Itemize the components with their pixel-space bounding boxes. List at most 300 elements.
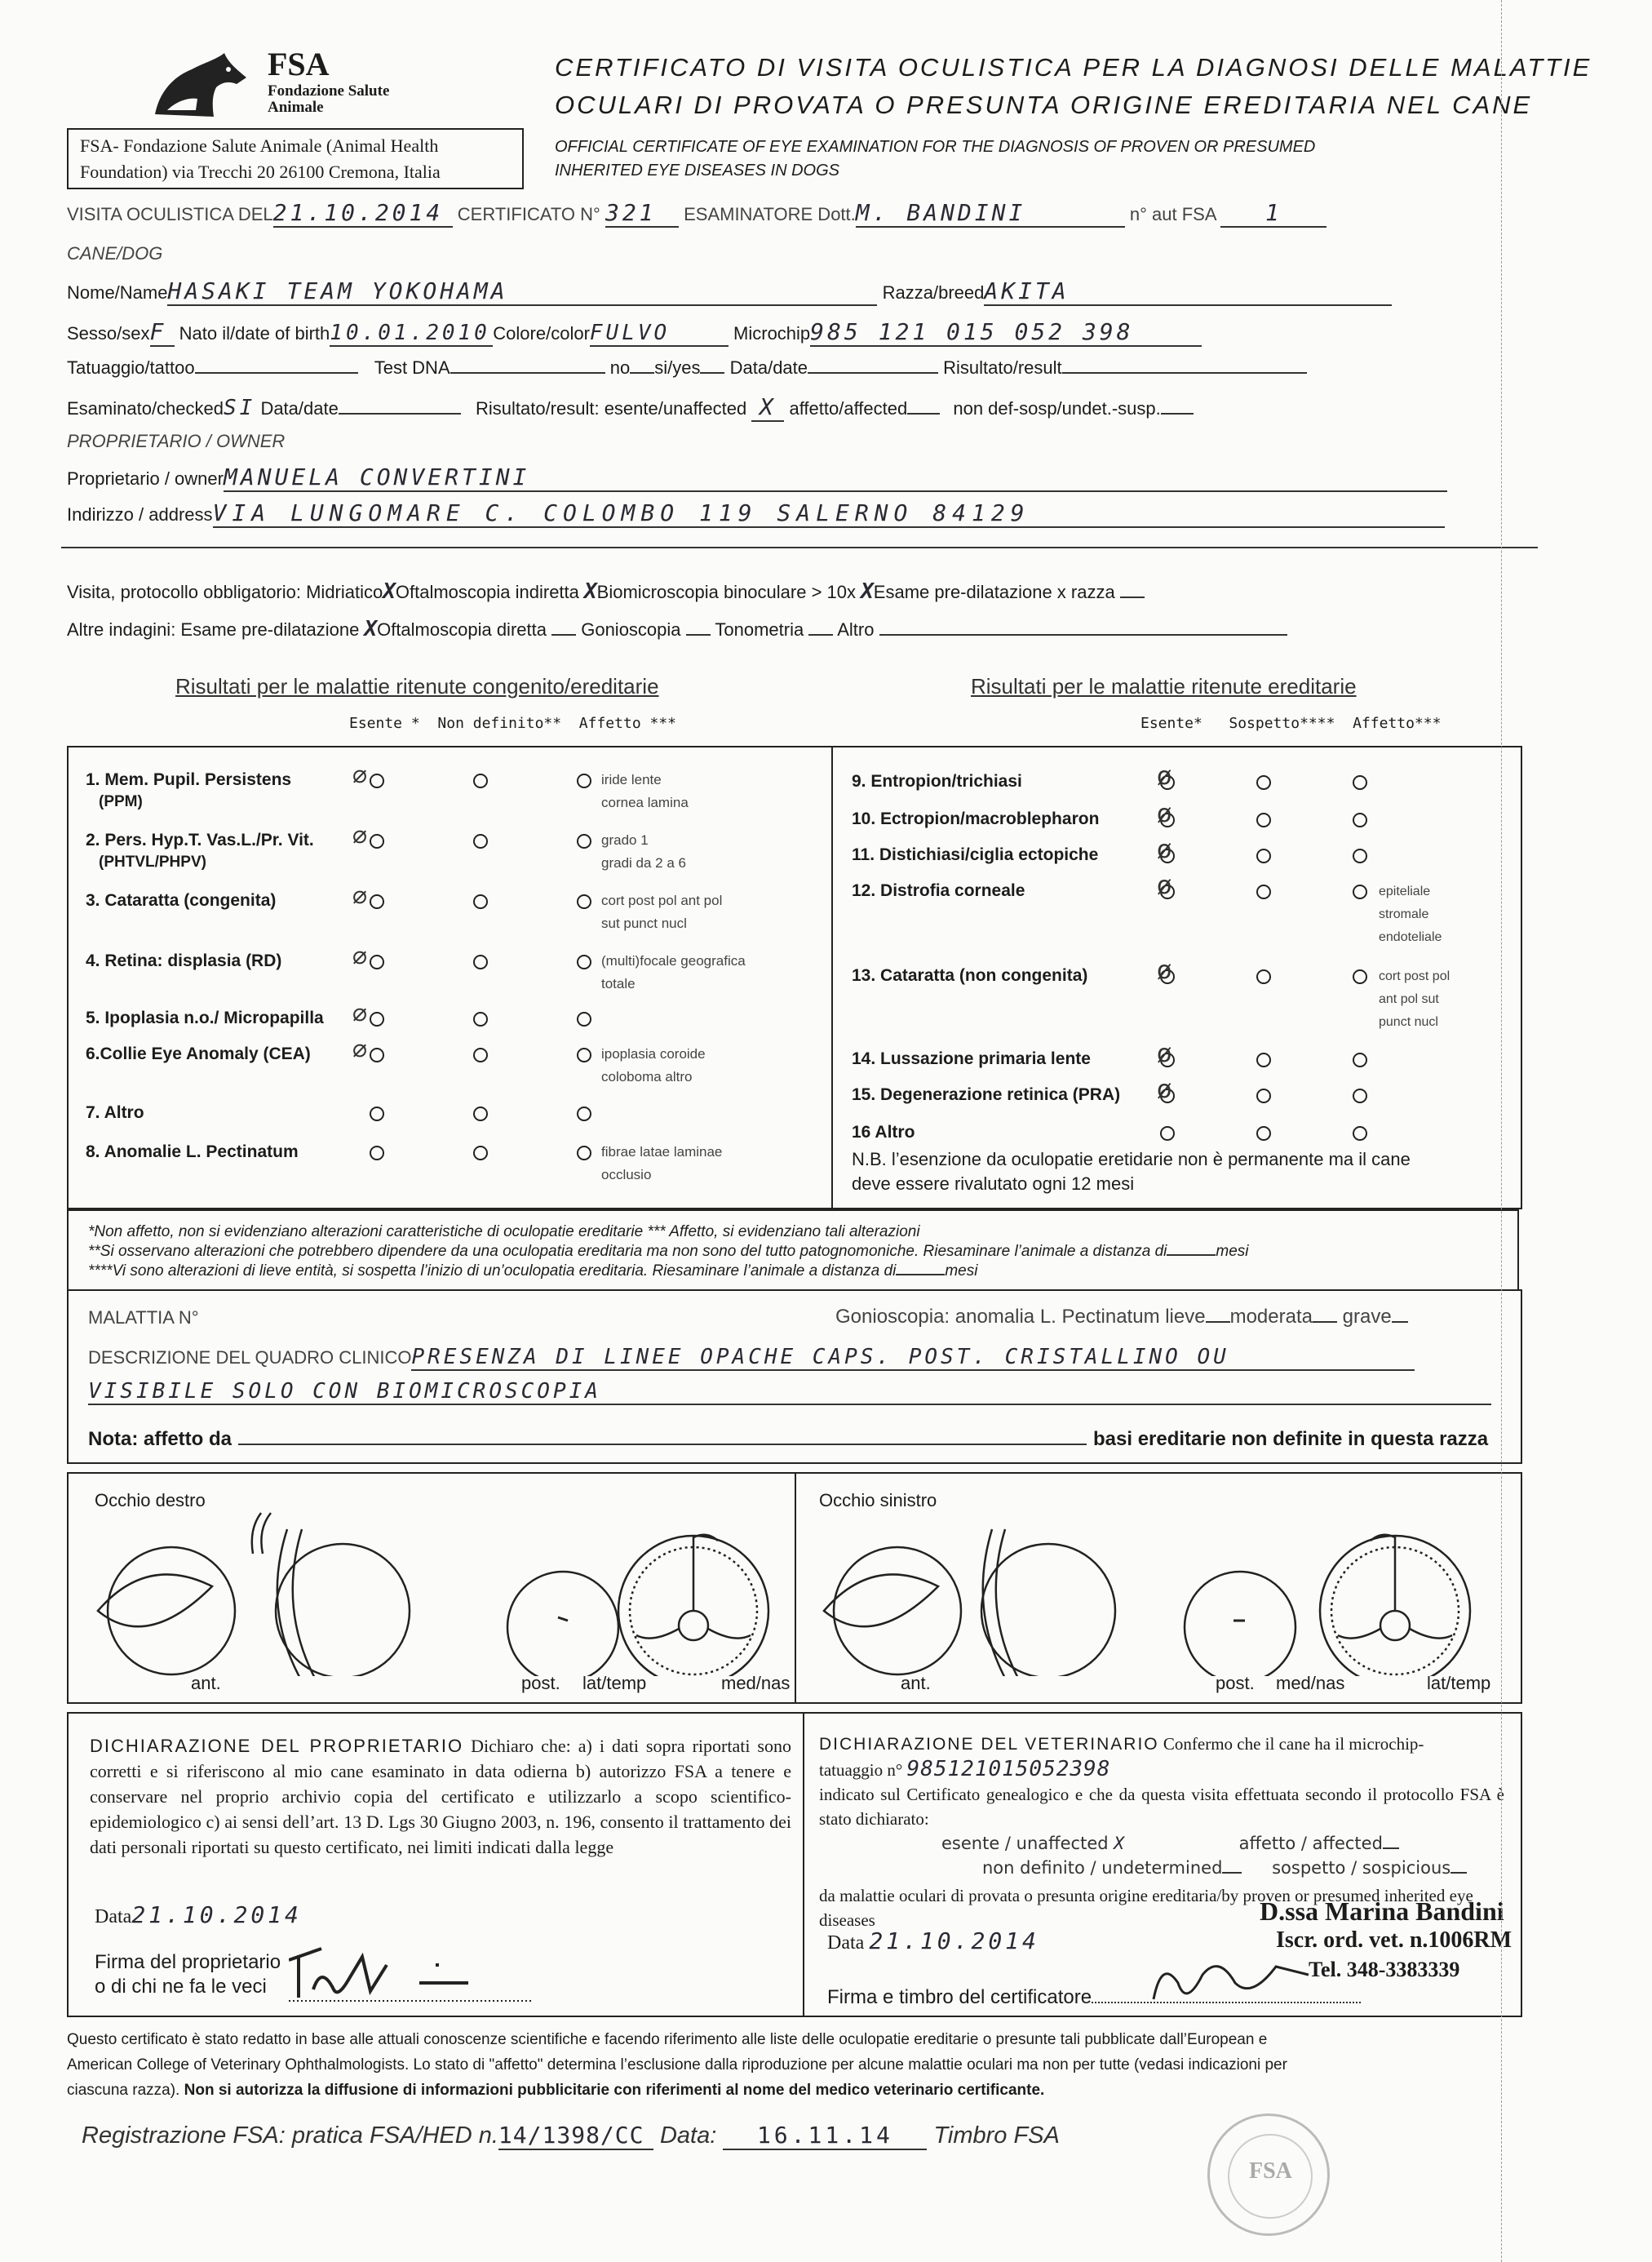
result-row [86,1139,804,1196]
owner-decl-title: DICHIARAZIONE DEL PROPRIETARIO [90,1736,464,1756]
footnote-text: ****Vi sono alterazioni di lieve entità, si sospetta l’inizio di un’oculopatia ereditaria. Riesaminare l’animale a distanza di [88,1262,897,1280]
seal-text: FSA [1249,2158,1292,2184]
owner-row [67,463,1447,492]
affetto-radio[interactable] [577,894,591,909]
vet-decl-text: indicato sul Certificato genealogico e che da questa visita effettuata secondo il protocollo FSA è stato dichiarato: [819,1785,1504,1829]
vessel [636,1629,679,1639]
esente-tick-mark: ø [1157,872,1172,900]
eye-front-circle [108,1547,235,1674]
eyes-box [67,1472,1522,1704]
vessel [1410,1629,1452,1639]
esente-tick-mark: ⌀ [352,821,368,849]
affetto-detail: punct nucl [1379,1015,1438,1029]
logo-subtitle: Animale [268,99,324,116]
affetto-radio[interactable] [577,1107,591,1121]
non-definito-radio[interactable] [473,1012,488,1027]
registration-row [82,2122,1060,2150]
affetto-radio[interactable] [577,1012,591,1027]
oftalmo-diretta-field[interactable] [551,634,576,636]
address-label: Indirizzo / address [67,504,213,525]
esente-tick-mark: ⌀ [352,1035,368,1063]
other-tests-label: Altre indagini: Esame pre-dilatazione [67,619,360,640]
result-label: 5. Ipoplasia n.o./ Micropapilla [86,1009,324,1027]
protocol-row [67,579,1145,604]
address-field[interactable]: VIA LUNGOMARE C. COLOMBO 119 SALERNO 84129 [213,499,1445,528]
altro-field[interactable] [879,634,1287,636]
vet-date-field[interactable]: 21.10.2014 [869,1927,1039,1954]
result-label: 14. Lussazione primaria lente [852,1049,1091,1068]
affetto-radio[interactable] [577,774,591,788]
months-field[interactable] [1167,1254,1216,1256]
address-line: FSA- Fondazione Salute Animale (Animal Health [80,135,439,156]
lens-mark [558,1617,568,1621]
moderata-field[interactable] [1313,1321,1337,1323]
result-label: 16 Altro [852,1123,915,1142]
vet-status-row [819,1831,1504,1856]
nota-field[interactable] [238,1444,1087,1445]
right-eye-diagram [73,1480,791,1676]
esente-radio[interactable] [370,1048,384,1062]
dna-no-field[interactable] [630,372,654,374]
owner-signature [289,1940,534,2006]
undet-label: non def-sosp/undet.-susp. [953,398,1161,419]
dna-result-field[interactable] [1062,372,1307,374]
affetto-radio[interactable] [577,1048,591,1062]
vessel [1338,1629,1380,1639]
owner-name-field[interactable]: MANUELA CONVERTINI [224,463,1447,492]
malattia-label: MALATTIA N° [88,1307,199,1328]
breed-field[interactable]: AKITA [984,277,1392,306]
optic-disc [679,1611,708,1640]
lat-temp-label: lat/temp [1427,1673,1491,1693]
owner-section-title: PROPRIETARIO / OWNER [67,431,286,451]
footer-line-3 [67,2078,1527,2103]
title-line: CERTIFICATO DI VISITA OCULISTICA PER LA DIAGNOSI DELLE MALATTIE [555,53,1592,82]
tattoo-row [67,357,1307,379]
biomicro-mark[interactable]: X [861,579,874,604]
undet-field[interactable] [1161,413,1194,415]
lat-temp-label: lat/temp [582,1673,647,1693]
non-definito-radio[interactable] [473,834,488,849]
moderata-label: moderata [1229,1306,1313,1328]
result-label: 3. Cataratta (congenita) [86,891,277,910]
dog-section-title: CANE/DOG [67,243,163,264]
grave-label: grave [1342,1306,1392,1328]
desc-row [88,1345,1415,1371]
checked-date-label: Data/date [260,398,339,419]
owner-decl-text: Dichiaro che: a) i dati sopra riportati sono corretti e si riferiscono al mio cane esaminato in data odierna b) autorizzo FSA a tenere e conservare nel proprio archivio copia del certificato e utilizzarlo a scopo scientifico-epidemiologico c) ai sensi dell’art. 13 D. Lgs 30 Giugno 2003, n. 196, consento il trattamento dei dati personali riportati su questo certificato, nei limiti indicati dalla legge [90,1736,791,1857]
unaffected-mark[interactable]: X [751,393,784,422]
footnote-text: **Si osservano alterazioni che potrebbero dipendere da una oculopatia ereditaria ma non sono del tutto patognomoniche. Riesaminare l’animale a distanza di [88,1243,1167,1260]
post-label: post. [521,1673,560,1693]
oftalmo-indiretta-label: Oftalmoscopia indiretta [395,582,579,602]
affetto-detail: gradi da 2 a 6 [601,855,686,871]
result-row [852,840,1504,876]
months-field[interactable] [896,1274,945,1275]
dna-yes-label: si/yes [654,357,701,378]
affetto-detail: ipoplasia coroide [601,1046,706,1062]
post-label: post. [1216,1673,1255,1693]
sospetto-field[interactable] [1450,1872,1467,1874]
esente-tick-mark: ø [1157,1076,1172,1104]
vet-decl-line-1 [819,1732,1504,1757]
nota-end: basi ereditarie non definite in questa razza [1093,1428,1489,1450]
footnote-3 [88,1262,1498,1281]
esente-radio[interactable] [1160,1126,1175,1141]
result-row [852,767,1504,803]
title-line: INHERITED EYE DISEASES IN DOGS [555,162,839,180]
result-sub: (PHTVL/PHPV) [99,854,206,871]
title-line: OFFICIAL CERTIFICATE OF EYE EXAMINATION FOR THE DIAGNOSIS OF PROVEN OR PRESUMED [555,138,1316,156]
address-row [67,499,1445,528]
affetto-detail: occlusio [601,1167,652,1182]
tattoo-field[interactable] [195,372,358,374]
esente-radio[interactable] [370,1146,384,1160]
affetto-detail: grado 1 [601,832,649,848]
sospetto-radio[interactable] [1256,1053,1271,1067]
result-row [86,827,804,885]
esente-tick-mark: ø [1157,800,1172,828]
vessel [1371,1535,1395,1611]
fsa-address-box [67,128,524,189]
predilat-mark[interactable]: X [364,617,378,641]
cert-number-field[interactable]: 321 [605,199,679,228]
affetto-field[interactable] [1383,1847,1399,1849]
non-definito-radio[interactable] [473,1107,488,1121]
sospetto-radio[interactable] [1256,849,1271,863]
results-left-title: Risultati per le malattie ritenute congenito/ereditarie [175,674,659,699]
sospetto-radio[interactable] [1256,813,1271,827]
checked-date-field[interactable] [339,413,461,415]
footnotes-box [67,1209,1519,1289]
vet-chip-field[interactable]: 985121015052398 [906,1757,1111,1781]
result-label: 7. Altro [86,1103,144,1122]
divider [61,547,1538,548]
sospetto-radio[interactable] [1256,885,1271,899]
col-esente: Esente* [1140,715,1202,732]
affetto-radio[interactable] [1353,775,1367,790]
biomicro-label: Biomicroscopia binoculare > 10x [596,582,857,602]
affetto-detail: sut punct nucl [601,916,687,931]
esente-radio[interactable] [370,774,384,788]
gonio-anomaly-row [835,1306,1408,1328]
desc-row-2 [88,1379,1491,1405]
affetto-detail: totale [601,976,636,991]
dog-name-row [67,277,1392,306]
right-note [852,1147,1411,1196]
dog-name-field[interactable]: HASAKI TEAM YOKOHAMA [167,277,877,306]
color-field[interactable]: FULVO [590,321,729,347]
affetto-radio[interactable] [1353,849,1367,863]
col-sospetto: Sospetto**** [1229,715,1335,732]
title-line: OCULARI DI PROVATA O PRESUNTA ORIGINE EREDITARIA NEL CANE [555,91,1533,119]
lens-side-circle [276,1544,410,1676]
clinical-box [67,1289,1522,1464]
dog-details-row [67,318,1202,347]
visit-date-field[interactable]: 21.10.2014 [273,199,453,228]
result-row [852,961,1504,1029]
result-row [86,888,804,945]
sospetto-radio[interactable] [1256,969,1271,984]
microchip-field[interactable]: 985 121 015 052 398 [810,318,1202,347]
nota-label: Nota: affetto da [88,1428,232,1450]
altro-label: Altro [837,619,875,640]
esente-tick-mark: ⌀ [352,999,368,1027]
title-en [555,135,1315,183]
result-row [852,1080,1504,1116]
affetto-detail: cort post pol [1379,969,1450,983]
affetto-radio[interactable] [1353,1053,1367,1067]
result-sub: (PPM) [99,793,143,810]
esente-radio[interactable] [370,1012,384,1027]
ant-label: ant. [191,1673,221,1693]
vet-decl-line-2 [819,1757,1504,1782]
esente-tick-mark: ø [1157,762,1172,791]
lens-post-circle [507,1572,618,1676]
vet-date-row [827,1927,1039,1954]
vessel [693,1535,718,1611]
grave-field[interactable] [1392,1321,1408,1323]
left-eye-title: Occhio sinistro [819,1490,937,1510]
fsa-seal [1207,2113,1330,2236]
esente-radio[interactable] [370,894,384,909]
affetto-label: affetto / affected [1238,1834,1383,1853]
note-line: deve essere rivalutato ogni 12 mesi [852,1173,1135,1194]
affetto-radio[interactable] [1353,813,1367,827]
cert-label: CERTIFICATO N° [457,204,600,224]
dna-date-field[interactable] [808,372,938,374]
tono-field[interactable] [808,634,833,636]
desc-line-2[interactable]: VISIBILE SOLO CON BIOMICROSCOPIA [88,1379,1491,1405]
footnote-2 [88,1242,1498,1262]
lens-side-circle [981,1544,1115,1676]
result-row [86,948,804,1005]
owner-sign-label: Firma del proprietario [95,1951,281,1973]
ant-label: ant. [901,1673,931,1693]
note-line: N.B. l’esenzione da oculopatie eretidarie non è permanente ma il cane [852,1149,1411,1169]
non-def-label: non definito / undetermined [982,1858,1223,1878]
left-col-headers [349,715,676,732]
tattoo-label: Tatuaggio/tattoo [67,357,195,378]
non-definito-radio[interactable] [473,1048,488,1062]
table-divider [831,747,833,1208]
examiner-field[interactable]: M. BANDINI [856,199,1125,228]
sospetto-label: sospetto / sospicious [1272,1858,1451,1878]
visit-date-label: VISITA OCULISTICA DEL [67,204,273,224]
affetto-detail: fibrae latae laminae [601,1144,723,1160]
sospetto-radio[interactable] [1256,1126,1271,1141]
col-esente: Esente * [349,715,420,732]
breed-label: Razza/breed [882,282,985,303]
owner-label: Proprietario / owner [67,468,224,489]
oftalmo-indiretta-mark[interactable]: X [584,579,597,604]
esente-tick-mark: ⌀ [352,761,368,789]
examiner-label: ESAMINATORE Dott. [684,204,856,224]
sospetto-radio[interactable] [1256,775,1271,790]
predilat-breed-label: Esame pre-dilatazione x razza [873,582,1115,602]
midriatico-mark[interactable]: X [383,579,396,604]
vet-decl-title: DICHIARAZIONE DEL VETERINARIO [819,1735,1159,1754]
col-affetto: Affetto *** [578,715,677,732]
affetto-detail: endoteliale [1379,930,1442,944]
affetto-radio[interactable] [1353,1126,1367,1141]
lid-arc [252,1513,261,1554]
affected-field[interactable] [907,413,940,415]
affetto-radio[interactable] [577,834,591,849]
stamp-name: D.ssa Marina Bandini [1260,1896,1504,1926]
affetto-detail: epiteliale [1379,885,1431,898]
esente-radio[interactable] [370,1107,384,1121]
result-label: 11. Distichiasi/ciglia ectopiche [852,845,1099,864]
timbro-label: Timbro FSA [933,2122,1060,2149]
result-row [852,805,1504,840]
oftalmo-diretta-label: Oftalmoscopia diretta [377,619,547,640]
owner-declaration [90,1733,791,1860]
result-row [852,876,1504,944]
checked-label: Esaminato/checked [67,398,224,419]
dna-yes-field[interactable] [700,372,724,374]
stamp-line: Iscr. ord. vet. n.1006RM [1276,1927,1512,1953]
affetto-detail: iride lente [601,772,662,787]
esente-radio[interactable] [370,834,384,849]
sospetto-radio[interactable] [1256,1089,1271,1103]
affetto-detail: coloboma altro [601,1069,693,1084]
result-label: 2. Pers. Hyp.T. Vas.L./Pr. Vit. [86,831,314,849]
vet-date-label: Data [827,1932,865,1954]
footer-line: American College of Veterinary Ophthalmologists. Lo stato di "affetto" determina l’esclusione dalla riproduzione per alcune malattie oculari ma non per tutte (vedasi indicazioni per [67,2056,1287,2074]
owner-sign-label: o di chi ne fa le veci [95,1976,267,1998]
footer-text-a: ciascuna razza). [67,2082,180,2099]
non-def-field[interactable] [1222,1872,1242,1874]
visit-row [67,199,1495,228]
nota-row [88,1428,1488,1451]
other-tests-row [67,617,1287,641]
eye-front-circle [834,1547,961,1674]
result-row [86,1041,804,1098]
optic-disc [1380,1611,1410,1640]
owner-sign-row [95,1950,281,1999]
owner-date-field[interactable]: 21.10.2014 [131,1901,302,1928]
vet-status-row-2 [819,1856,1504,1880]
vet-signature [1145,1950,1325,2007]
affetto-radio[interactable] [577,955,591,969]
eyes-divider [795,1474,796,1702]
result-label: 13. Cataratta (non congenita) [852,966,1088,985]
dob-label: Nato il/date of birth [179,323,330,344]
dob-field[interactable]: 10.01.2010 [330,321,493,347]
owner-date-label: Data [95,1906,132,1927]
right-col-headers [1140,715,1441,732]
owner-date-row [95,1901,302,1928]
dna-field[interactable] [450,372,605,374]
result-label: 6.Collie Eye Anomaly (CEA) [86,1045,311,1063]
dna-label: Test DNA [374,357,450,378]
med-nas-label: med/nas [721,1673,791,1693]
lieve-field[interactable] [1206,1321,1230,1323]
col-non-definito: Non definito** [437,715,562,732]
esente-tick-mark: ø [1157,956,1172,985]
non-definito-radio[interactable] [473,955,488,969]
footer-line: Questo certificato è stato redatto in base alle attuali conoscenze scientifiche e facendo riferimento alle liste delle oculopatie ereditarie o presunte tali pubblicate dall’European e [67,2031,1268,2048]
gonio-field[interactable] [686,634,711,636]
affected-label: affetto/affected [789,398,908,419]
result-label: Risultato/result: esente/unaffected [475,398,747,419]
sex-field[interactable]: F [150,318,175,347]
non-definito-radio[interactable] [473,894,488,909]
esente-label: esente / unaffected [941,1834,1109,1853]
protocol-label: Visita, protocollo obbligatorio: Midriatico [67,582,383,602]
decl-divider [803,1714,804,2016]
affetto-detail: cort post pol ant pol [601,893,723,908]
right-edge-line [1501,0,1502,2262]
declarations-box [67,1712,1522,2017]
result-row [852,1045,1504,1080]
footnote: *Non affetto, non si evidenziano alterazioni caratteristiche di oculopatie ereditarie *** Affetto, si evidenziano tali alterazioni [88,1223,920,1240]
affetto-radio[interactable] [1353,969,1367,984]
title-it [555,49,1592,124]
footnote-unit: mesi [1216,1243,1249,1260]
results-right-title: Risultati per le malattie ritenute ereditarie [971,674,1357,699]
checked-row [67,393,1194,422]
esente-radio[interactable] [370,955,384,969]
predilat-breed-field[interactable] [1120,597,1145,598]
fsa-logo [147,45,424,126]
desc-line-1[interactable]: PRESENZA DI LINEE OPACHE CAPS. POST. CRISTALLINO OU [411,1345,1415,1371]
stamp-line: Tel. 348-3383339 [1309,1958,1460,1981]
esente-tick-mark: ø [1157,836,1172,864]
vet-sign-label: Firma e timbro del certificatore [827,1986,1092,2008]
footer-text-b: Non si autorizza la diffusione di informazioni pubblicitarie con riferimenti al nome del medico veterinario certificante. [184,2082,1045,2099]
reg-date-label: Data: [659,2122,717,2149]
dna-no-label: no [609,357,631,378]
result-label: 10. Ectropion/macroblepharon [852,809,1100,828]
vet-decl-text: tatuaggio n° [819,1760,903,1780]
non-definito-radio[interactable] [473,1146,488,1160]
affetto-radio[interactable] [577,1146,591,1160]
color-label: Colore/color [493,323,590,344]
result-label: 15. Degenerazione retinica (PRA) [852,1085,1121,1104]
checked-field[interactable]: SI [224,396,256,420]
result-label: 1. Mem. Pupil. Persistens [86,770,292,789]
reg-date-field[interactable]: 16.11.14 [723,2122,927,2150]
name-label: Nome/Name [67,282,168,303]
non-definito-radio[interactable] [473,774,488,788]
gonio-anomaly-label: Gonioscopia: anomalia L. Pectinatum lieve [835,1306,1206,1328]
vet-decl-text: Confermo che il cane ha il microchip- [1163,1734,1424,1754]
esente-mark[interactable]: X [1114,1834,1127,1853]
affetto-detail: (multi)focale geografica [601,953,746,969]
affetto-detail: ant pol sut [1379,992,1439,1006]
lens-post-circle [1185,1572,1295,1676]
tono-label: Tonometria [715,619,804,640]
result-label: 12. Distrofia corneale [852,881,1025,900]
logo-subtitle: Fondazione Salute [268,82,390,100]
address-line: Foundation) via Trecchi 20 26100 Cremona, Italia [80,162,441,182]
aut-label: n° aut FSA [1129,204,1216,224]
logo-title: FSA [268,46,330,82]
esente-tick-mark: ⌀ [352,881,368,910]
footnote-unit: mesi [945,1262,978,1280]
reg-label: Registrazione FSA: pratica FSA/HED n. [82,2122,498,2149]
col-affetto: Affetto*** [1353,715,1442,732]
reg-number-field[interactable]: 14/1398/CC [498,2122,653,2150]
aut-field[interactable]: 1 [1220,199,1326,228]
result-label: 9. Entropion/trichiasi [852,772,1022,791]
affetto-radio[interactable] [1353,1089,1367,1103]
affetto-radio[interactable] [1353,885,1367,899]
affetto-detail: stromale [1379,907,1429,921]
dog-horse-logo-icon [147,45,253,122]
